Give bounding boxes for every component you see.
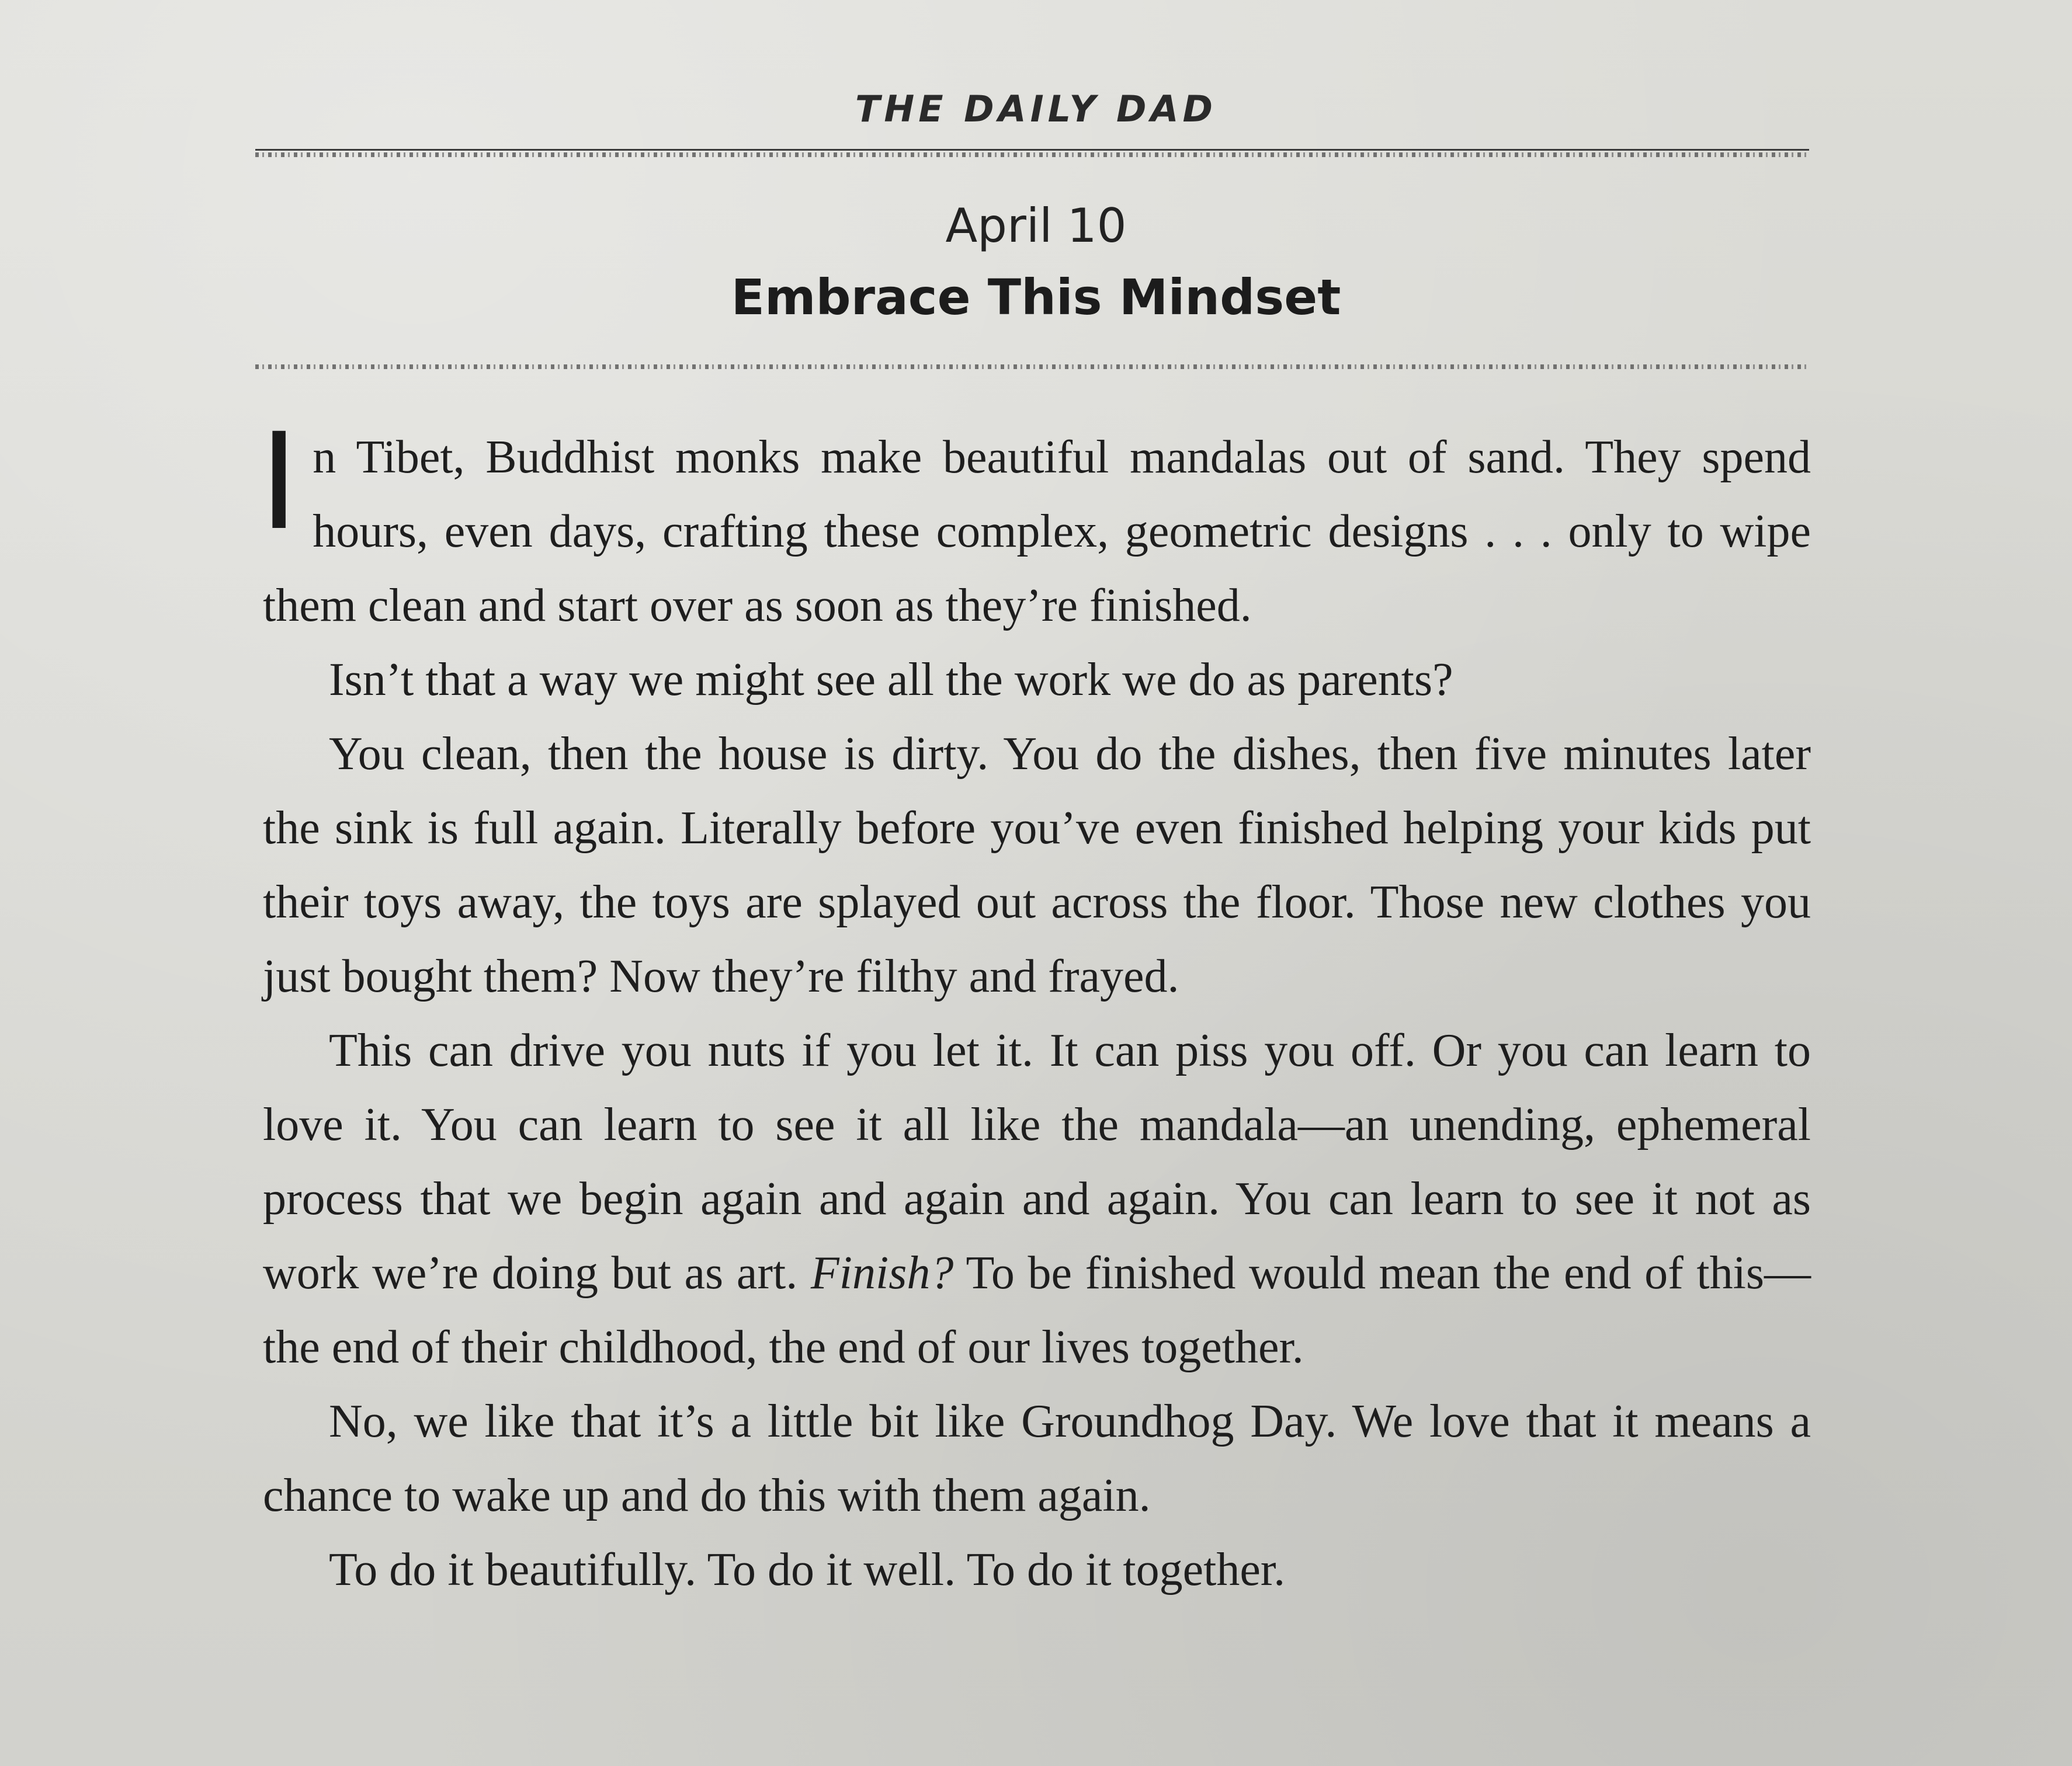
paragraph-3: You clean, then the house is dirty. You do the dishes, then five minutes later the sink is full again. Literally before you’ve even finished helping your kids put their toys away, the toys are splayed out across the floor. Those new clothes you just bought them? Now they’re filthy and frayed. bbox=[263, 728, 1811, 1002]
emphasis-finish: Finish? bbox=[810, 1247, 954, 1299]
header-rule bbox=[255, 149, 1809, 157]
paragraph-2: Isn’t that a way we might see all the work we do as parents? bbox=[329, 654, 1453, 705]
running-head: THE DAILY DAD bbox=[855, 88, 1217, 130]
paragraph-5: No, we like that it’s a little bit like Groundhog Day. We love that it means a chance to wake up and do this with them again. bbox=[263, 1396, 1811, 1521]
paragraph-6: To do it beautifully. To do it well. To do it together. bbox=[329, 1544, 1286, 1595]
paragraph-4 bbox=[263, 1014, 1811, 1385]
entry-body bbox=[259, 404, 1811, 1607]
paragraph-4-text: This can drive you nuts if you let it. It can piss you off. Or you can learn to love it. You can learn to see it all like the mandala—an unending, ephemeral process that we begin again and again and again. You can learn to see it not as work we’re doing but as art. bbox=[263, 1025, 1811, 1299]
paragraph-4-tail: To be finished would mean the end of this—the end of their childhood, the end of our lives together. bbox=[263, 1247, 1811, 1373]
entry-date: April 10 bbox=[945, 199, 1127, 253]
paragraph-1-text: n Tibet, Buddhist monks make beautiful mandalas out of sand. They spend hours, even days, crafting these complex, geometric designs . . . only to wipe them clean and start over as soon as they’re finished. bbox=[263, 432, 1811, 631]
paragraph-1 bbox=[259, 404, 1811, 643]
entry-title: Embrace This Mindset bbox=[731, 269, 1341, 326]
title-rule bbox=[255, 364, 1809, 373]
drop-cap: I bbox=[259, 404, 299, 559]
